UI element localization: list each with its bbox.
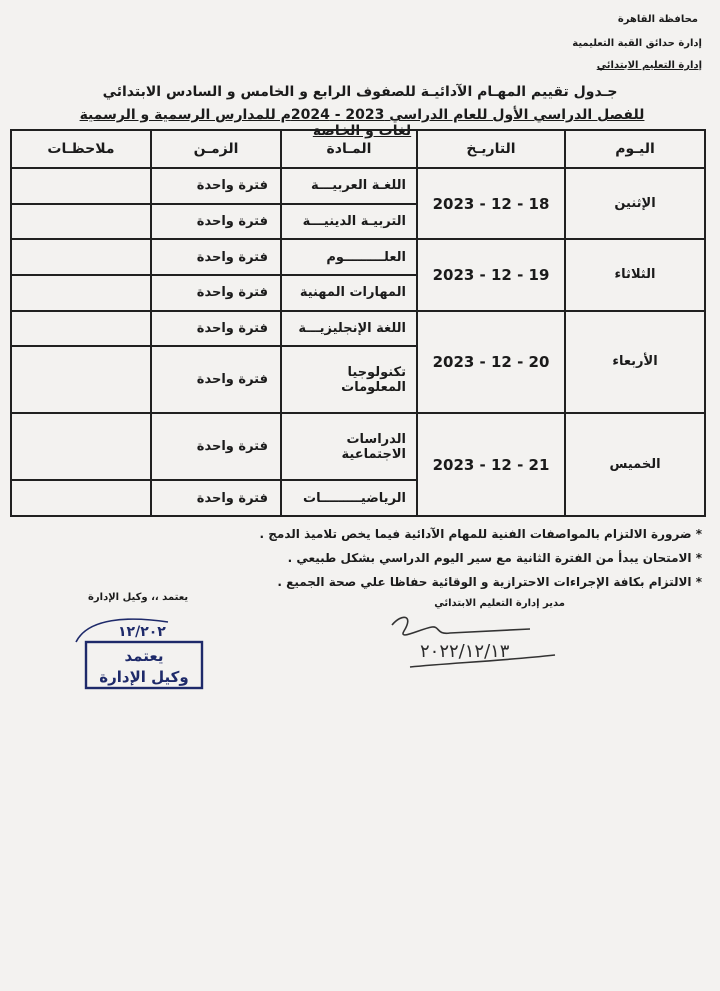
date-cell: 2023 - 12 - 18 [417, 168, 565, 239]
time-cell: فترة واحدة [151, 239, 281, 275]
subject-cell: الدراسات الاجتماعية [281, 413, 417, 480]
notes-cell [11, 413, 151, 480]
time-cell: فترة واحدة [151, 413, 281, 480]
time-cell: فترة واحدة [151, 480, 281, 516]
table-row [11, 239, 705, 275]
time-cell: فترة واحدة [151, 168, 281, 204]
subject-cell: اللغة الإنجليزيـــة [281, 311, 417, 347]
note-item: * الامتحان يبدأ من الفترة الثانية مع سير اليوم الدراسي بشكل طبيعي . [287, 551, 702, 565]
subject-cell: تكنولوجيا المعلومات [281, 346, 417, 413]
table-row [11, 413, 705, 480]
stamp-line-deputy: وكيل الإدارة [99, 668, 189, 686]
header-notes: ملاحظـات [11, 130, 151, 168]
header-date: التاريـخ [417, 130, 565, 168]
time-cell: فترة واحدة [151, 311, 281, 347]
notes-cell [11, 311, 151, 347]
notes-cell [11, 346, 151, 413]
approval-label: يعتمد ،، وكيل الإدارة [88, 592, 189, 603]
note-item: * ضرورة الالتزام بالمواصفات الفنية للمهام الآدائية فيما يخص تلاميذ الدمج . [259, 527, 702, 541]
notes-cell [11, 239, 151, 275]
date-cell: 2023 - 12 - 19 [417, 239, 565, 310]
notes-cell [11, 204, 151, 240]
stamp-date: ١٢/٢٠٢ [118, 624, 166, 640]
header-subject: المـادة [281, 130, 417, 168]
day-cell: الإثنين [565, 168, 705, 239]
notes-cell [11, 480, 151, 516]
stamp-line-approve: يعتمد [124, 647, 164, 665]
time-cell: فترة واحدة [151, 346, 281, 413]
handwritten-date: ٢٠٢٢/١٢/١٣ [420, 641, 510, 662]
notes-list [12, 522, 702, 594]
date-cell: 2023 - 12 - 20 [417, 311, 565, 414]
header-time: الزمـن [151, 130, 281, 168]
subject-cell: الرياضيـــــــــات [281, 480, 417, 516]
day-cell: الأربعاء [565, 311, 705, 414]
subject-cell: التربيـة الدينيـــة [281, 204, 417, 240]
subject-cell: المهارات المهنية [281, 275, 417, 311]
table-row [11, 168, 705, 204]
document-title: جـدول تقييم المهـام الآدائيـة للصفوف الرابع و الخامس و السادس الابتدائي [102, 84, 618, 100]
schedule-table [10, 129, 706, 517]
district-label: إدارة حدائق القبة التعليمية [572, 38, 702, 49]
date-cell: 2023 - 12 - 21 [417, 413, 565, 516]
document-subtitle: للفصل الدراسي الأول للعام الدراسي 2023 - 2024م للمدارس الرسمية و الرسمية لغات و الخاصة [79, 107, 645, 139]
subject-cell: العلـــــــــوم [281, 239, 417, 275]
table-row [11, 311, 705, 347]
notes-cell [11, 168, 151, 204]
day-cell: الخميس [565, 413, 705, 516]
governorate-label: محافظة القاهرة [617, 14, 698, 25]
department-label: إدارة التعليم الابتدائي [596, 60, 702, 71]
time-cell: فترة واحدة [151, 275, 281, 311]
notes-cell [11, 275, 151, 311]
subject-cell: اللغـة العربيـــة [281, 168, 417, 204]
time-cell: فترة واحدة [151, 204, 281, 240]
approval-stamp [68, 612, 213, 692]
day-cell: الثلاثاء [565, 239, 705, 310]
handwritten-signature [380, 605, 580, 675]
director-signature-label: مدير إدارة التعليم الابتدائي [434, 598, 565, 609]
note-item: * الالتزام بكافة الإجراءات الاحترازية و الوقائية حفاظا علي صحة الجميع . [277, 575, 702, 589]
table-header-row [11, 130, 705, 168]
header-day: اليـوم [565, 130, 705, 168]
